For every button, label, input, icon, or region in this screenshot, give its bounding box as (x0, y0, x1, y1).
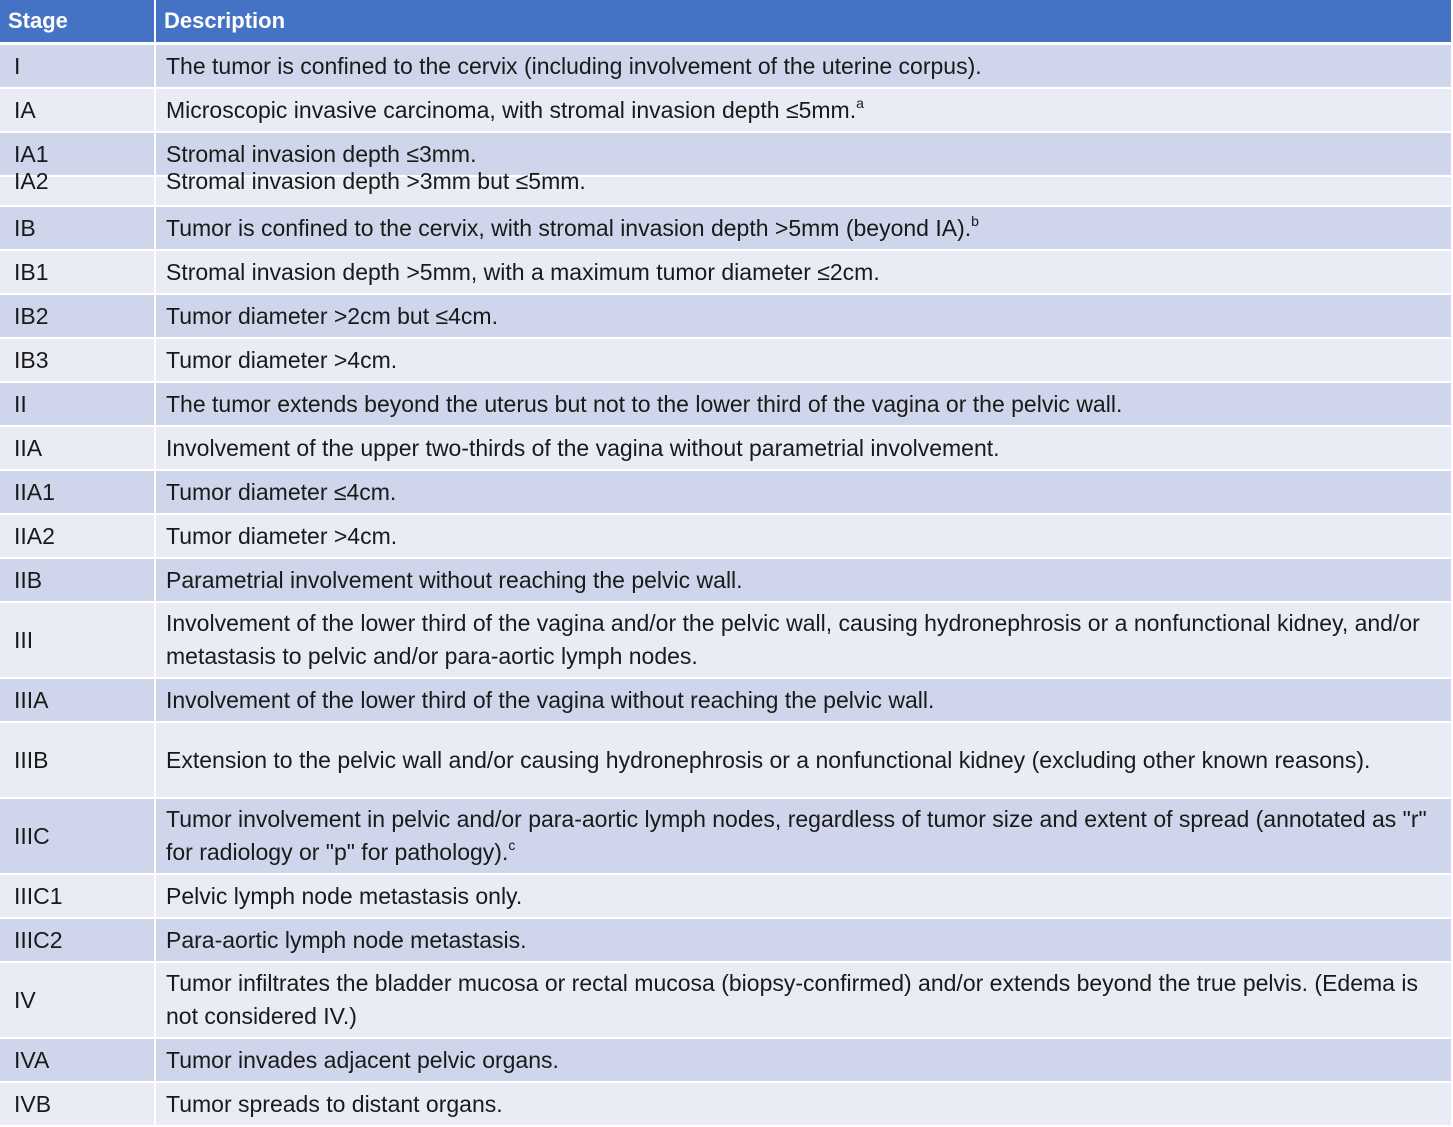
description-cell: Tumor spreads to distant organs. (155, 1082, 1452, 1126)
description-cell: Involvement of the lower third of the vagina and/or the pelvic wall, causing hydronephrosis or a nonfunctional kidney, and/or metastasis to pelvic and/or para-aortic lymph nodes. (155, 602, 1452, 678)
table-row (0, 678, 1452, 722)
header-stage: Stage (0, 0, 155, 44)
stage-cell: IIIC1 (0, 874, 155, 918)
table-row (0, 250, 1452, 294)
description-cell: The tumor is confined to the cervix (including involvement of the uterine corpus). (155, 44, 1452, 89)
stage-cell: IVB (0, 1082, 155, 1126)
stage-cell: IV (0, 962, 155, 1038)
table-row (0, 470, 1452, 514)
table-row (0, 1038, 1452, 1082)
stage-cell: I (0, 44, 155, 89)
table-row (0, 44, 1452, 89)
description-cell: Tumor diameter >4cm. (155, 514, 1452, 558)
table-row (0, 294, 1452, 338)
stage-cell: IIB (0, 558, 155, 602)
description-cell: Tumor diameter ≤4cm. (155, 470, 1452, 514)
stage-cell: IA (0, 88, 155, 132)
table-row (0, 602, 1452, 678)
table-row (0, 88, 1452, 132)
table-row (0, 962, 1452, 1038)
header-row (0, 0, 1452, 44)
description-cell: Stromal invasion depth >3mm but ≤5mm. (155, 176, 1452, 206)
stage-cell: IA1 (0, 132, 155, 176)
description-cell: Tumor diameter >2cm but ≤4cm. (155, 294, 1452, 338)
description-cell: Parametrial involvement without reaching the pelvic wall. (155, 558, 1452, 602)
description-cell: Involvement of the lower third of the vagina without reaching the pelvic wall. (155, 678, 1452, 722)
description-cell: Tumor diameter >4cm. (155, 338, 1452, 382)
stage-cell: IA2 (0, 176, 155, 206)
description-cell: The tumor extends beyond the uterus but not to the lower third of the vagina or the pelvic wall. (155, 382, 1452, 426)
stage-cell: IIIC2 (0, 918, 155, 962)
description-cell: Tumor is confined to the cervix, with stromal invasion depth >5mm (beyond IA).$^b$ (155, 206, 1452, 250)
table-row (0, 426, 1452, 470)
table-row (0, 798, 1452, 874)
table-row (0, 338, 1452, 382)
table-row (0, 722, 1452, 798)
table-row (0, 874, 1452, 918)
table-row-clipped (0, 176, 1452, 206)
table-row (0, 918, 1452, 962)
description-cell: Stromal invasion depth ≤3mm. (155, 132, 1452, 176)
stage-cell: II (0, 382, 155, 426)
stage-cell: IIIC (0, 798, 155, 874)
stage-cell: IIA2 (0, 514, 155, 558)
description-cell: Involvement of the upper two-thirds of the vagina without parametrial involvement. (155, 426, 1452, 470)
header-description: Description (155, 0, 1452, 44)
stage-cell: IB1 (0, 250, 155, 294)
description-cell: Microscopic invasive carcinoma, with stromal invasion depth ≤5mm.$^a$ (155, 88, 1452, 132)
description-cell: Tumor invades adjacent pelvic organs. (155, 1038, 1452, 1082)
stage-cell: III (0, 602, 155, 678)
stage-cell: IB3 (0, 338, 155, 382)
stage-cell: IB2 (0, 294, 155, 338)
footnote-mark: b (971, 212, 979, 229)
table-row (0, 206, 1452, 250)
stage-cell: IB (0, 206, 155, 250)
stage-cell: IIIA (0, 678, 155, 722)
table-row (0, 1082, 1452, 1126)
description-cell: Para-aortic lymph node metastasis. (155, 918, 1452, 962)
description-cell: Tumor infiltrates the bladder mucosa or rectal mucosa (biopsy-confirmed) and/or extends beyond the true pelvis. (Edema is not considered IV.) (155, 962, 1452, 1038)
description-cell: Extension to the pelvic wall and/or causing hydronephrosis or a nonfunctional kidney (excluding other known reasons). (155, 722, 1452, 798)
stage-cell: IVA (0, 1038, 155, 1082)
description-cell: Stromal invasion depth >5mm, with a maximum tumor diameter ≤2cm. (155, 250, 1452, 294)
stage-cell: IIA (0, 426, 155, 470)
description-cell: Pelvic lymph node metastasis only. (155, 874, 1452, 918)
table-row (0, 558, 1452, 602)
footnote-mark: a (856, 94, 864, 111)
description-cell: Tumor involvement in pelvic and/or para-aortic lymph nodes, regardless of tumor size and extent of spread (annotated as "r" for radiology or "p" for pathology).$^c$ (155, 798, 1452, 874)
table-row (0, 382, 1452, 426)
table-row (0, 514, 1452, 558)
footnote-mark: c (508, 837, 516, 853)
stage-cell: IIIB (0, 722, 155, 798)
stage-cell: IIA1 (0, 470, 155, 514)
